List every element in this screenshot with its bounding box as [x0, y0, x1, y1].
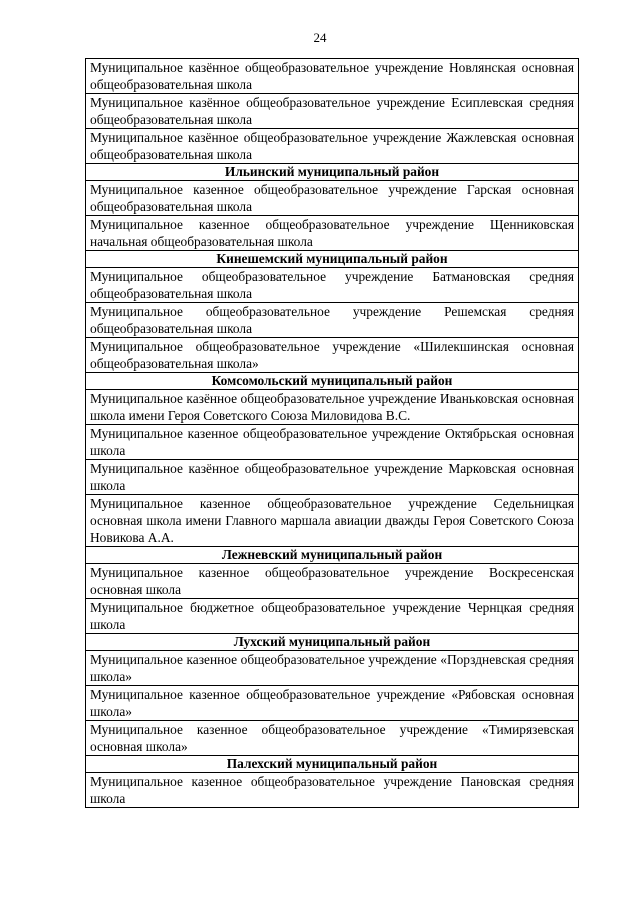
district-header-row — [86, 634, 579, 651]
district-header-row — [86, 251, 579, 268]
school-name: Муниципальное казенное общеобразовательное учреждение «Рябовская основная школа» — [86, 686, 579, 721]
district-name: Кинешемский муниципальный район — [86, 251, 579, 268]
school-row — [86, 773, 579, 808]
district-name: Лухский муниципальный район — [86, 634, 579, 651]
district-header-row — [86, 547, 579, 564]
district-name: Палехский муниципальный район — [86, 756, 579, 773]
school-name: Муниципальное казённое общеобразовательное учреждение Жажлевская основная общеобразовательная школа — [86, 129, 579, 164]
school-row — [86, 721, 579, 756]
school-name: Муниципальное казенное общеобразовательное учреждение Воскресенская основная школа — [86, 564, 579, 599]
school-name: Муниципальное общеобразовательное учреждение «Шилекшинская основная общеобразовательная школа» — [86, 338, 579, 373]
school-row — [86, 338, 579, 373]
school-row — [86, 599, 579, 634]
school-name: Муниципальное казенное общеобразовательное учреждение Щенниковская начальная общеобразовательная школа — [86, 216, 579, 251]
district-header-row — [86, 164, 579, 181]
school-name: Муниципальное казённое общеобразовательное учреждение Иваньковская основная школа имени Героя Советского Союза Миловидова В.С. — [86, 390, 579, 425]
school-row — [86, 686, 579, 721]
school-name: Муниципальное казенное общеобразовательное учреждение Октябрьская основная школа — [86, 425, 579, 460]
school-name: Муниципальное казенное общеобразовательное учреждение Гарская основная общеобразовательная школа — [86, 181, 579, 216]
school-name: Муниципальное общеобразовательное учреждение Решемская средняя общеобразовательная школа — [86, 303, 579, 338]
school-name: Муниципальное казённое общеобразовательное учреждение Марковская основная школа — [86, 460, 579, 495]
school-row — [86, 268, 579, 303]
school-row — [86, 94, 579, 129]
district-name: Комсомольский муниципальный район — [86, 373, 579, 390]
schools-table — [85, 58, 579, 808]
schools-table-body — [86, 59, 579, 808]
school-row — [86, 425, 579, 460]
district-header-row — [86, 756, 579, 773]
school-name: Муниципальное казенное общеобразовательное учреждение Седельницкая основная школа имени Главного маршала авиации дважды Героя Советского Союза Новикова А.А. — [86, 495, 579, 547]
district-name: Лежневский муниципальный район — [86, 547, 579, 564]
school-name: Муниципальное казённое общеобразовательное учреждение Есиплевская средняя общеобразовательная школа — [86, 94, 579, 129]
school-row — [86, 495, 579, 547]
school-name: Муниципальное казенное общеобразовательное учреждение «Порздневская средняя школа» — [86, 651, 579, 686]
page-number: 24 — [313, 30, 327, 45]
school-row — [86, 390, 579, 425]
school-row — [86, 181, 579, 216]
school-row — [86, 651, 579, 686]
school-row — [86, 129, 579, 164]
district-name: Ильинский муниципальный район — [86, 164, 579, 181]
school-name: Муниципальное казенное общеобразовательное учреждение «Тимирязевская основная школа» — [86, 721, 579, 756]
school-row — [86, 303, 579, 338]
school-row — [86, 59, 579, 94]
school-row — [86, 564, 579, 599]
school-row — [86, 216, 579, 251]
district-header-row — [86, 373, 579, 390]
school-name: Муниципальное общеобразовательное учреждение Батмановская средняя общеобразовательная школа — [86, 268, 579, 303]
school-name: Муниципальное бюджетное общеобразовательное учреждение Чернцкая средняя школа — [86, 599, 579, 634]
school-name: Муниципальное казённое общеобразовательное учреждение Новлянская основная общеобразовательная школа — [86, 59, 579, 94]
school-name: Муниципальное казенное общеобразовательное учреждение Пановская средняя школа — [86, 773, 579, 808]
school-row — [86, 460, 579, 495]
